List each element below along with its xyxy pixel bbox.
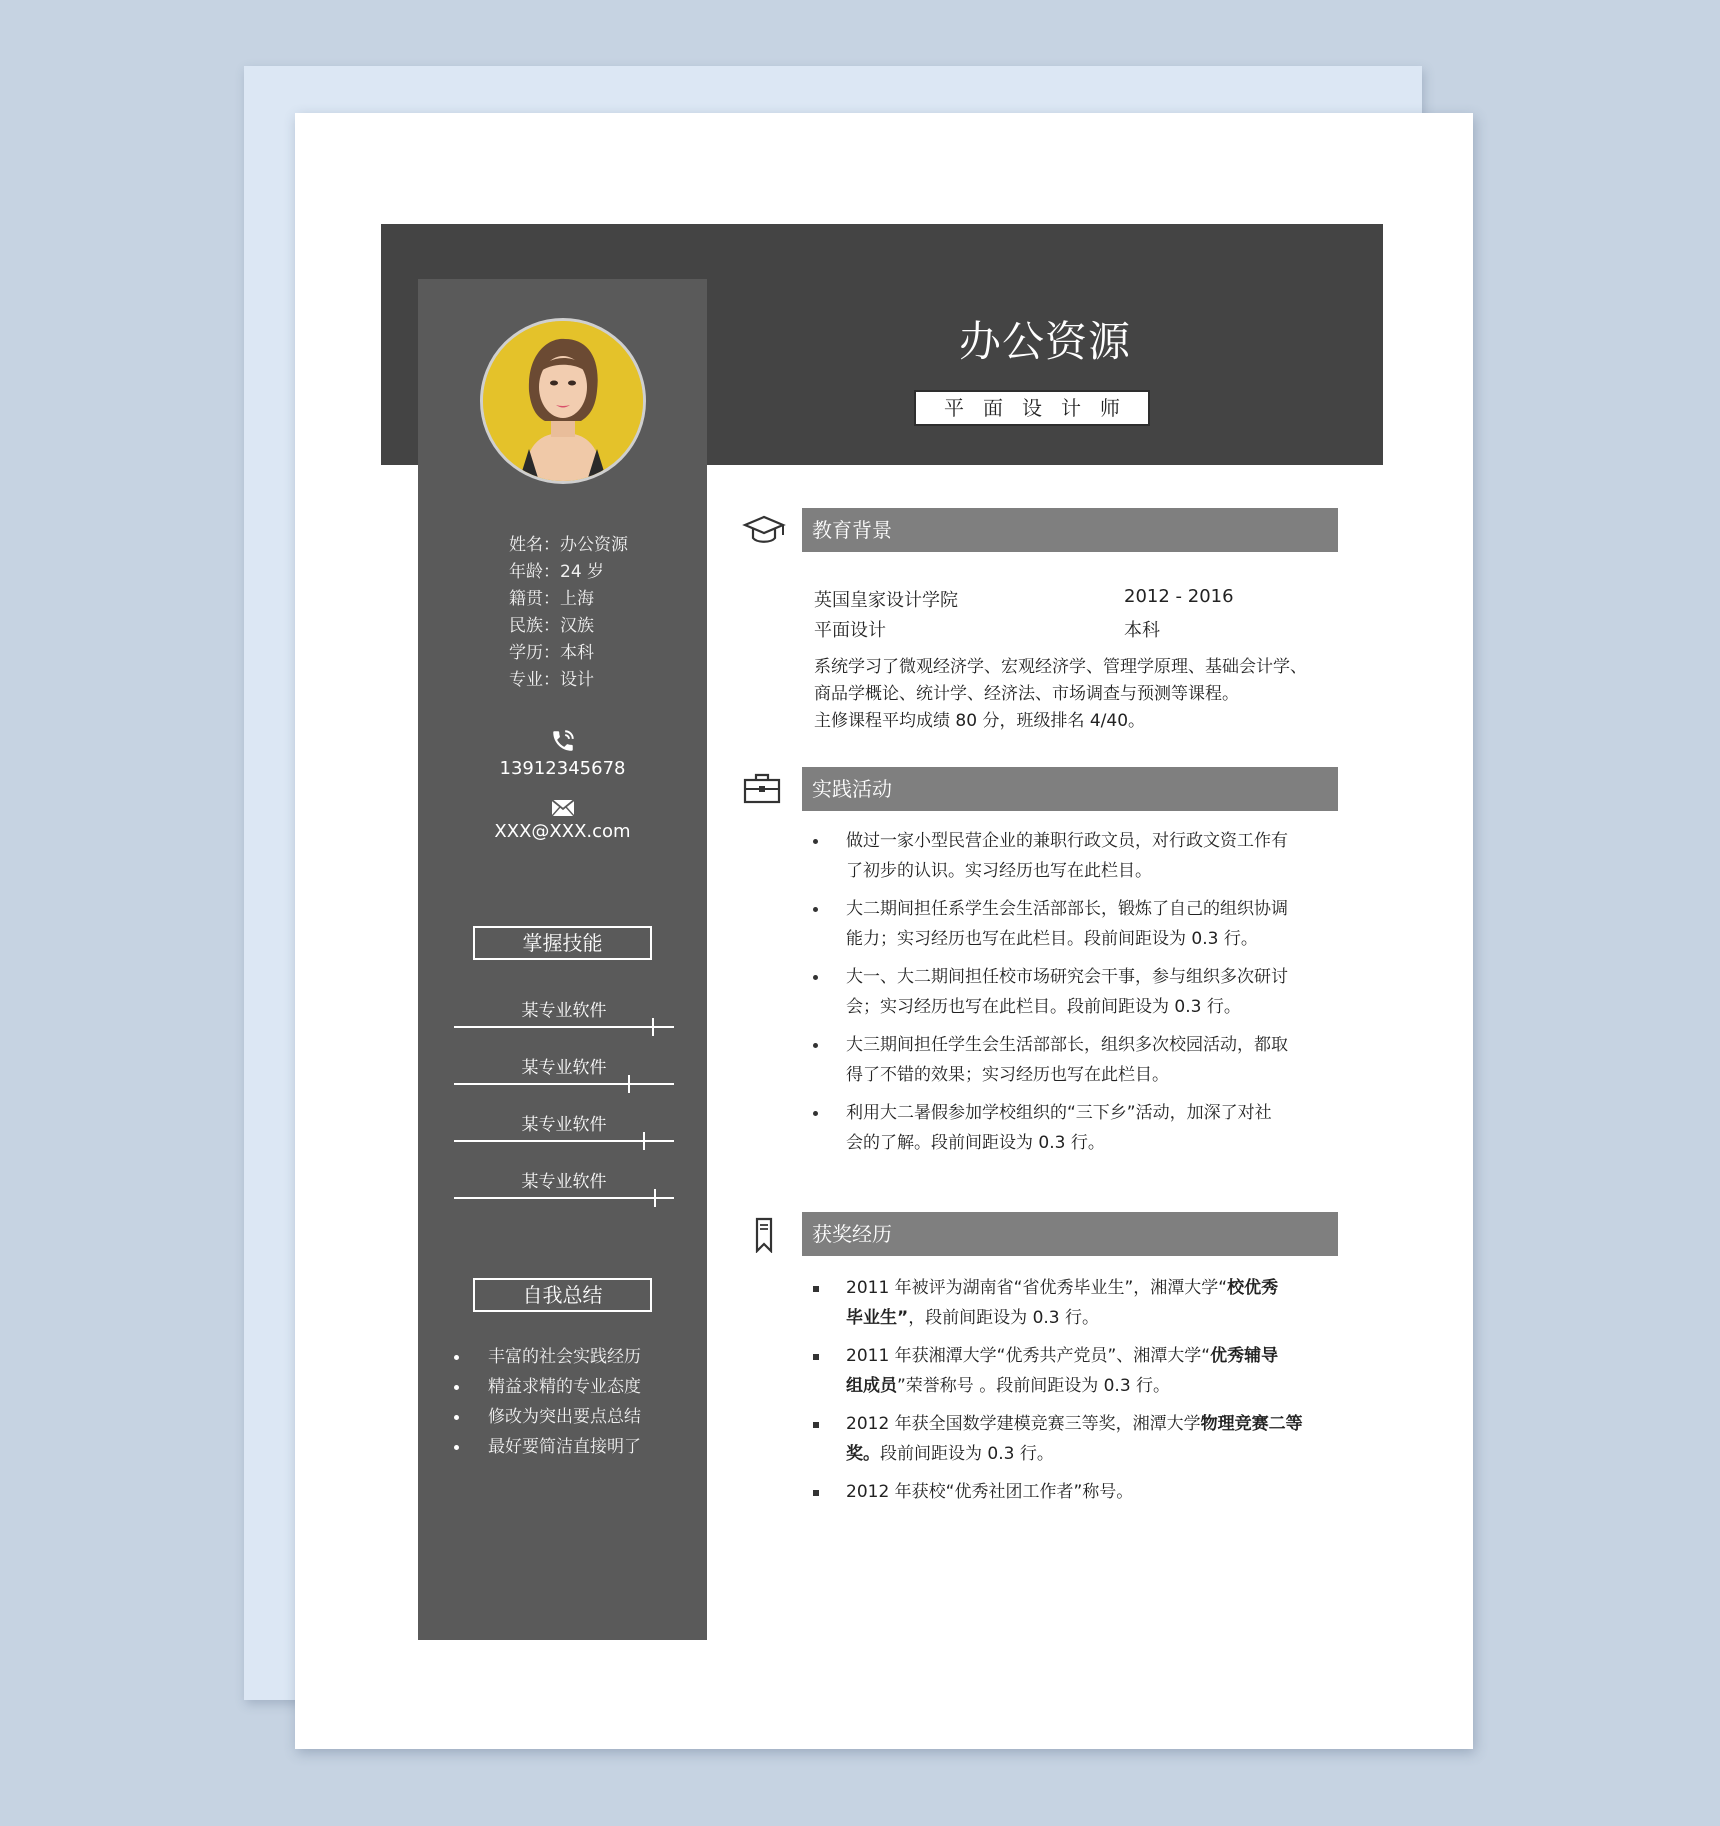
skill-label: 某专业软件 — [521, 1001, 607, 1021]
skill-level-marker — [652, 1018, 654, 1036]
awards-heading: 获奖经历 — [802, 1212, 1338, 1256]
list-item: 大二期间担任系学生会生活部部长，锻炼了自己的组织协调 能力；实习经历也写在此栏目。段前间距设为 0.3 行。 — [801, 894, 1341, 954]
info-row: 年龄：24 岁 — [509, 562, 605, 582]
page-title: 办公资源 — [958, 317, 1131, 366]
info-row: 民族：汉族 — [509, 616, 594, 636]
list-item: 最好要简洁直接明了 — [452, 1432, 641, 1462]
skill-item — [454, 996, 674, 1036]
phone-block — [418, 728, 707, 779]
skill-track — [454, 1197, 674, 1199]
list-item: 做过一家小型民营企业的兼职行政文员，对行政文资工作有 了初步的认识。实习经历也写在此栏目。 — [801, 826, 1341, 886]
education-description: 系统学习了微观经济学、宏观经济学、管理学原理、基础会计学、 商品学概论、统计学、经济法、市场调查与预测等课程。 主修课程平均成绩 80 分，班级排名 4/40。 — [814, 657, 1307, 731]
practice-list — [801, 826, 1341, 1158]
degree: 本科 — [1124, 620, 1160, 641]
list-item: 2011 年获湘潭大学“优秀共产党员”、湘潭大学“优秀辅导 组成员”荣誉称号 。段前间距设为 0.3 行。 — [801, 1341, 1341, 1401]
info-row: 籍贯：上海 — [509, 589, 594, 609]
practice-heading: 实践活动 — [802, 767, 1338, 811]
portrait-image — [483, 321, 643, 481]
bookmark-icon — [742, 1217, 786, 1257]
awards-list — [801, 1273, 1341, 1507]
skill-track — [454, 1026, 674, 1028]
job-title: 平面设计师 — [914, 390, 1150, 426]
briefcase-icon — [742, 772, 786, 812]
skill-item — [454, 1167, 674, 1207]
list-item: 2012 年获校“优秀社团工作者”称号。 — [801, 1477, 1341, 1507]
education-heading: 教育背景 — [802, 508, 1338, 552]
list-item: 修改为突出要点总结 — [452, 1402, 641, 1432]
phone-icon — [550, 728, 576, 754]
skill-item — [454, 1110, 674, 1150]
email-address: XXX@XXX.com — [494, 821, 631, 842]
major-name: 平面设计 — [814, 620, 886, 641]
skill-label: 某专业软件 — [521, 1115, 607, 1135]
skill-label: 某专业软件 — [521, 1172, 607, 1192]
personal-info — [509, 532, 628, 694]
summary-list — [452, 1342, 641, 1462]
skill-level-marker — [654, 1189, 656, 1207]
list-item: 精益求精的专业态度 — [452, 1372, 641, 1402]
info-row: 专业：设计 — [509, 670, 594, 690]
skill-level-marker — [628, 1075, 630, 1093]
skill-label: 某专业软件 — [521, 1058, 607, 1078]
skills-heading: 掌握技能 — [473, 926, 652, 960]
sidebar — [418, 279, 707, 1640]
list-item: 2011 年被评为湖南省“省优秀毕业生”，湘潭大学“校优秀 毕业生”，段前间距设为 0.3 行。 — [801, 1273, 1341, 1333]
list-item: 大三期间担任学生会生活部部长，组织多次校园活动，都取 得了不错的效果；实习经历也写在此栏目。 — [801, 1030, 1341, 1090]
skill-item — [454, 1053, 674, 1093]
skill-track — [454, 1140, 674, 1142]
list-item: 大一、大二期间担任校市场研究会干事，参与组织多次研讨 会；实习经历也写在此栏目。段前间距设为 0.3 行。 — [801, 962, 1341, 1022]
envelope-icon — [551, 799, 575, 817]
list-item: 利用大二暑假参加学校组织的“三下乡”活动，加深了对社 会的了解。段前间距设为 0.3 行。 — [801, 1098, 1341, 1158]
skill-level-marker — [643, 1132, 645, 1150]
info-row: 学历：本科 — [509, 643, 594, 663]
school-name: 英国皇家设计学院 — [814, 590, 958, 611]
email-block — [418, 799, 707, 842]
graduation-cap-icon — [742, 513, 786, 553]
info-row: 姓名：办公资源 — [509, 535, 628, 555]
phone-number: 13912345678 — [499, 758, 626, 779]
resume — [381, 224, 1383, 1640]
list-item: 丰富的社会实践经历 — [452, 1342, 641, 1372]
skill-track — [454, 1083, 674, 1085]
avatar — [480, 318, 646, 484]
list-item: 2012 年获全国数学建模竞赛三等奖，湘潭大学物理竞赛二等 奖。段前间距设为 0.3 行。 — [801, 1409, 1341, 1469]
summary-heading: 自我总结 — [473, 1278, 652, 1312]
education-years: 2012 - 2016 — [1124, 586, 1234, 607]
